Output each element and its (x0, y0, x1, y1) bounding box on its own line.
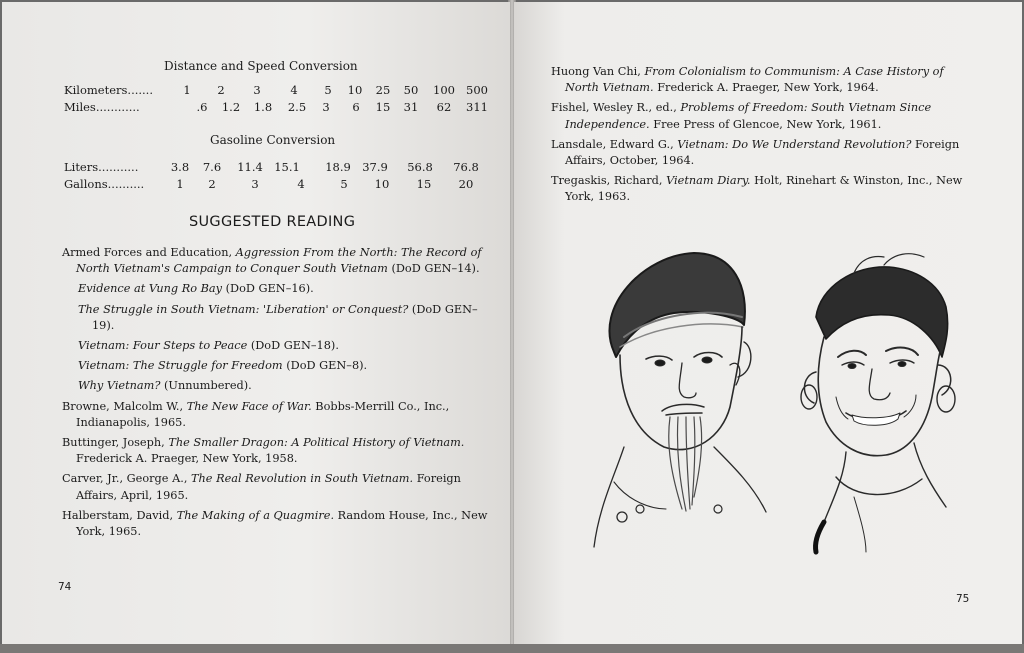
entry-author: Halberstam, David, (62, 508, 177, 522)
entry-publisher: Foreign Affairs, October, 1964. (565, 137, 960, 168)
entry-author: Huong Van Chi, (551, 65, 645, 78)
entry-author: Buttinger, Joseph, (62, 436, 169, 450)
entry-title: The Making of a Quagmire. (176, 508, 335, 522)
reading-entry (551, 64, 981, 96)
entry-title: Aggression From the North: The Record of North Vietnam's Campaign to Conquer South Vietnam (76, 246, 482, 276)
entry-title: Vietnam: The Struggle for Freedom (78, 359, 283, 373)
gallons-value: 20 (458, 177, 474, 191)
gallons-value: 15 (416, 177, 432, 191)
reading-entry (78, 281, 492, 297)
entry-title: The Real Revolution in South Vietnam. (191, 472, 414, 486)
km-value: 1 (183, 83, 191, 97)
miles-value: 62 (436, 100, 452, 114)
km-value: 5 (324, 83, 332, 97)
entry-title: The Smaller Dragon: A Political History of Vietnam. (168, 436, 465, 450)
entry-publisher: (DoD GEN–18). (247, 339, 339, 353)
reading-entry (551, 173, 981, 205)
entry-title: From Colonialism to Communism: A Case History of North Vietnam. (565, 65, 944, 95)
necklace (836, 477, 922, 495)
reading-list-left (62, 245, 492, 544)
two-men-sketch-illustration (554, 247, 974, 557)
miles-value: .6 (196, 100, 208, 114)
entry-title: Vietnam: Four Steps to Peace (78, 339, 248, 353)
km-value: 3 (253, 83, 261, 97)
gasoline-conversion-title: Gasoline Conversion (210, 133, 336, 147)
km-value: 100 (433, 83, 455, 97)
entry-author: Tregaskis, Richard, (551, 174, 667, 188)
liters-value: 7.6 (202, 160, 222, 174)
reading-entry (78, 338, 492, 354)
entry-title: Problems of Freedom: South Vietnam Since Independence. (565, 101, 932, 131)
entry-author: Browne, Malcolm W., (62, 399, 187, 413)
entry-title: Evidence at Vung Ro Bay (78, 282, 223, 296)
entry-author: Armed Forces and Education, (62, 246, 236, 259)
entry-publisher: Holt, Rinehart & Winston, Inc., New York, 1963. (565, 174, 963, 204)
reading-list-right (551, 64, 981, 210)
entry-publisher: (DoD GEN–14). (387, 262, 480, 276)
gallons-label: Gallons.......... (64, 177, 145, 191)
reading-entry (551, 137, 981, 169)
right-page (514, 2, 1022, 644)
page-number-right: 75 (956, 593, 970, 605)
entry-title: Vietnam Diary. (666, 174, 751, 188)
entry-publisher: (DoD GEN–19). (92, 302, 478, 332)
entry-publisher: Foreign Affairs, April, 1965. (76, 472, 461, 502)
liters-value: 18.9 (325, 160, 351, 174)
reading-entry (62, 435, 492, 467)
km-value: 4 (290, 83, 298, 97)
miles-value: 31 (403, 100, 419, 114)
miles-value: 6 (352, 100, 360, 114)
entry-publisher: (DoD GEN–16). (222, 282, 314, 296)
reading-entry (62, 508, 492, 540)
entry-author: Lansdale, Edward G., (551, 137, 678, 151)
entry-author: Carver, Jr., George A., (62, 472, 191, 486)
liters-label: Liters........... (64, 160, 139, 174)
entry-title: The Struggle in South Vietnam: 'Liberation' or Conquest? (78, 302, 409, 316)
gallons-value: 3 (251, 177, 259, 191)
liters-value: 3.8 (170, 160, 190, 174)
entry-publisher: Random House, Inc., New York, 1965. (76, 508, 488, 539)
face-outline (818, 337, 940, 456)
gallons-value: 5 (340, 177, 348, 191)
entry-publisher: (Unnumbered). (160, 379, 252, 393)
liters-value: 11.4 (237, 160, 263, 174)
page-bottom-edge (0, 644, 1024, 653)
miles-value: 1.8 (253, 100, 273, 114)
reading-entry (62, 471, 492, 503)
entry-title: Vietnam: Do We Understand Revolution? (677, 137, 912, 151)
kilometers-label: Kilometers....... (64, 83, 153, 97)
liters-value: 15.1 (274, 160, 300, 174)
face-outline (620, 327, 742, 450)
gallons-value: 2 (208, 177, 216, 191)
km-value: 50 (403, 83, 419, 97)
entry-publisher: Bobbs-Merrill Co., Inc., Indianapolis, 1965. (76, 399, 450, 429)
smiling-man-figure (801, 254, 955, 552)
reading-entry (78, 378, 492, 394)
liters-value: 37.9 (362, 160, 388, 174)
km-value: 2 (217, 83, 225, 97)
goatee (669, 417, 702, 511)
distance-conversion-title: Distance and Speed Conversion (164, 59, 358, 73)
left-page (2, 2, 510, 644)
entry-publisher: (DoD GEN–8). (282, 359, 368, 373)
miles-value: 3 (322, 100, 330, 114)
suggested-reading-heading: SUGGESTED READING (189, 214, 356, 230)
hair (816, 267, 948, 357)
entry-title: The New Face of War. (186, 399, 312, 413)
gallons-value: 4 (297, 177, 305, 191)
miles-label: Miles............ (64, 100, 140, 114)
entry-publisher: Frederick A. Praeger, New York, 1958. (76, 452, 298, 466)
entry-author: Fishel, Wesley R., ed., (551, 101, 681, 115)
reading-entry (78, 358, 492, 374)
miles-value: 2.5 (287, 100, 307, 114)
liters-value: 56.8 (407, 160, 433, 174)
liters-value: 76.8 (453, 160, 479, 174)
reading-entry (78, 302, 492, 334)
reading-entry (551, 100, 981, 132)
reading-entry (62, 245, 492, 277)
km-value: 25 (375, 83, 391, 97)
miles-value: 1.2 (221, 100, 241, 114)
entry-title: Why Vietnam? (78, 379, 161, 393)
km-value: 10 (347, 83, 363, 97)
entry-publisher: Free Press of Glencoe, New York, 1961. (649, 117, 882, 131)
reading-entry (62, 399, 492, 431)
miles-value: 15 (375, 100, 391, 114)
km-value: 500 (466, 83, 488, 97)
gallons-value: 1 (176, 177, 184, 191)
bearded-man-figure (594, 253, 766, 547)
gallons-value: 10 (374, 177, 390, 191)
page-number-left: 74 (58, 581, 72, 593)
miles-value: 311 (466, 100, 488, 114)
entry-publisher: Frederick A. Praeger, New York, 1964. (653, 81, 879, 95)
